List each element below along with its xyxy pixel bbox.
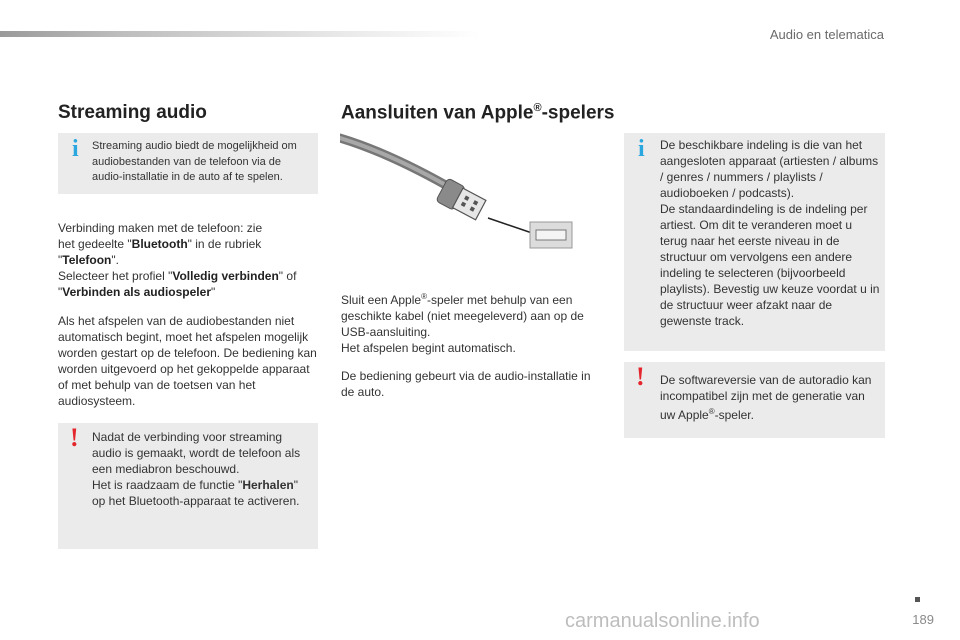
herhalen-term: Herhalen [242, 478, 294, 492]
warning-note-streaming [58, 423, 318, 549]
info-note-text: Streaming audio biedt de mogelijkheid om audiobestanden van de telefoon via de audio-installatie in de auto af te spelen. [92, 140, 297, 183]
header-bar [0, 31, 480, 37]
page-number: 189 [912, 612, 934, 627]
layout-note-text: De beschikbare indeling is die van het aangesloten apparaat (artiesten / albums / genres / nummers / playlists / audioboeken / podcasts). De standaardindeling is de indeling per artiest. Om dit te veranderen moet u terug naar het eerste niveau in de structuur om vervolgens een andere indeling te selecteren (bijvoorbeeld playlists). Bevestig uw keuze voordat u in de structuur weer afzakt naar de gewenste track. [660, 138, 880, 328]
playback-paragraph: Als het afspelen van de audiobestanden niet automatisch begint, moet het afspelen mogelijk worden gestart op de telefoon. De bediening kan worden uitgevoerd op het gekoppelde apparaat of met behulp van de toetsen van het audiosysteem. [58, 314, 317, 408]
streaming-audio-heading: Streaming audio [58, 102, 207, 123]
info-icon: i [72, 136, 79, 162]
info-note-streaming [58, 133, 318, 194]
usb-cable-illustration [340, 130, 580, 265]
warning-icon: ! [636, 362, 645, 391]
software-warning-text: De softwareversie van de autoradio kan incompatibel zijn met de generatie van uw Apple®-speler. [660, 373, 872, 422]
section-title: Audio en telematica [769, 27, 884, 42]
audiospeler-term: Verbinden als audiospeler [62, 285, 211, 299]
bluetooth-term: Bluetooth [131, 237, 188, 251]
connect-apple-paragraph: Sluit een Apple®-speler met behulp van een geschikte kabel (niet meegeleverd) aan op de USB-aansluiting. Het afspelen begint automatisch. [341, 292, 584, 355]
info-note-layout [624, 133, 885, 351]
warning-note-text: Nadat de verbinding voor streaming audio is gemaakt, wordt de telefoon als een mediabron beschouwd. Het is raadzaam de functie "Herhalen" op het Bluetooth-apparaat te activeren. [92, 430, 301, 508]
connect-instructions: Verbinding maken met de telefoon: zie het gedeelte "Bluetooth" in de rubriek "Telefoon". Selecteer het profiel "Volledig verbinden" of "Verbinden als audiospeler" [58, 221, 297, 299]
info-icon: i [638, 136, 645, 162]
page-marker [915, 597, 920, 602]
apple-heading: Aansluiten van Apple®-spelers [341, 102, 615, 124]
volledig-verbinden-term: Volledig verbinden [172, 269, 279, 283]
warning-icon: ! [70, 423, 79, 452]
watermark: carmanualsonline.info [565, 610, 760, 632]
controls-paragraph: De bediening gebeurt via de audio-installatie in de auto. [341, 369, 591, 399]
telefoon-term: Telefoon [62, 253, 112, 267]
warning-note-software [624, 362, 885, 438]
